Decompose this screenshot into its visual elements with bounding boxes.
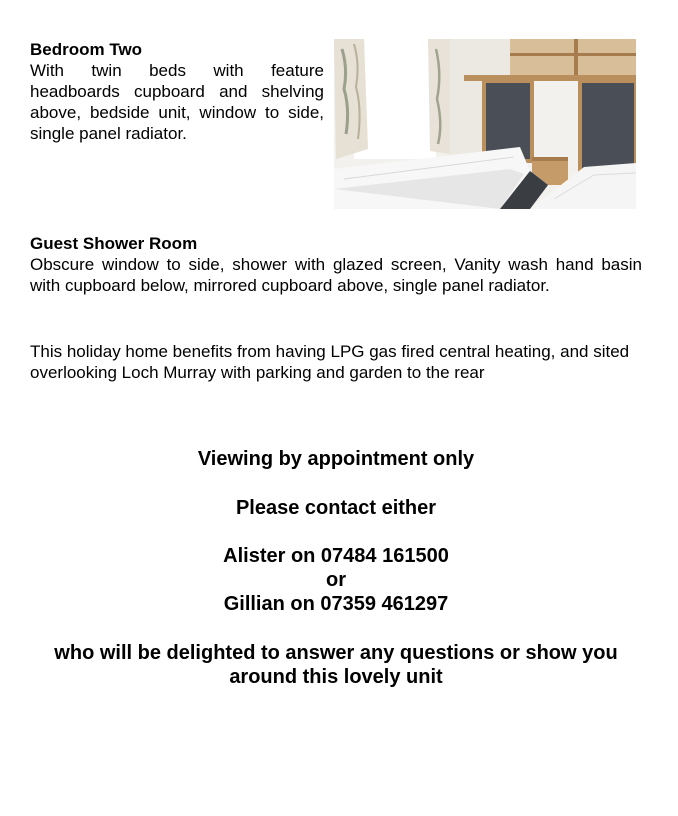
contact-alister: Alister on 07484 161500 <box>223 545 449 567</box>
contact-gillian: Gillian on 07359 461297 <box>223 593 449 615</box>
bedroom-two-title: Bedroom Two <box>30 40 143 59</box>
contact-list <box>20 544 652 616</box>
contact-intro <box>20 496 652 520</box>
bedroom-two-description: With twin beds with feature headboards cupboard and shelving above, bedside unit, window to side, single panel radiator. <box>30 61 324 143</box>
benefits-text: This holiday home benefits from having LPG gas fired central heating, and sited overlooking Loch Murray with parking and garden to the rear <box>30 342 630 382</box>
benefits-section <box>30 341 642 383</box>
contact-or: or <box>326 569 346 591</box>
guest-shower-room-section <box>30 233 642 296</box>
viewing-notice <box>20 447 652 471</box>
bedroom-two-photo <box>334 39 636 209</box>
closing-statement <box>20 641 652 689</box>
guest-shower-room-description: Obscure window to side, shower with glazed screen, Vanity wash hand basin with cupboard below, mirrored cupboard above, single panel radiator. <box>30 255 642 295</box>
closing-text: who will be delighted to answer any questions or show you around this lovely unit <box>54 642 618 688</box>
viewing-text: Viewing by appointment only <box>197 448 475 470</box>
contact-intro-text: Please contact either <box>235 497 437 519</box>
guest-shower-room-title: Guest Shower Room <box>30 234 198 253</box>
bedroom-two-section <box>30 39 324 144</box>
